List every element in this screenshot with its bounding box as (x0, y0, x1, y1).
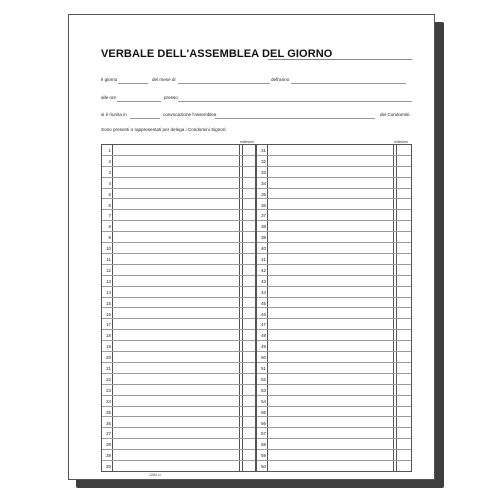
table-row (102, 439, 255, 450)
row-number: 33 (261, 169, 266, 175)
table-row (102, 352, 255, 363)
table-row (257, 450, 411, 461)
table-row (257, 265, 411, 276)
row-number: 55 (261, 409, 266, 415)
row-number: 18 (106, 333, 111, 339)
table-row (257, 276, 411, 287)
label-dei-condomini: dei Condomini. (380, 112, 411, 117)
form-code: 1284 ci (149, 473, 161, 477)
attendee-table-left (101, 144, 256, 472)
row-number: 13 (106, 278, 111, 284)
table-row (102, 254, 255, 265)
row-number: 45 (261, 300, 266, 306)
row-number: 48 (261, 333, 266, 339)
row-number: 30 (106, 464, 111, 470)
table-row (102, 461, 255, 472)
row-number: 47 (261, 322, 266, 328)
row-number: 46 (261, 311, 266, 317)
row-number: 23 (106, 387, 111, 393)
table-row (102, 167, 255, 178)
label-alle-ore: alle ore (101, 95, 117, 100)
table-row (257, 363, 411, 374)
blank-assemblea (215, 118, 375, 119)
row-number: 2 (108, 158, 111, 164)
blank-mese (178, 83, 270, 84)
table-row (257, 396, 411, 407)
row-number: 60 (261, 464, 266, 470)
table-row (257, 156, 411, 167)
table-row (102, 450, 255, 461)
table-row (102, 319, 255, 330)
row-number: 11 (106, 257, 111, 262)
blank-anno (291, 83, 406, 84)
field-row-date (101, 77, 406, 85)
present-label: Sono presenti o rappresentati per delega i Condomini Signori: (101, 127, 227, 132)
row-number: 39 (261, 235, 266, 241)
table-row (102, 145, 255, 156)
table-row (102, 210, 255, 221)
table-row (102, 243, 255, 254)
row-number: 40 (261, 246, 266, 252)
row-number: 8 (108, 224, 111, 230)
table-row (102, 396, 255, 407)
blank-giorno (118, 83, 148, 84)
row-number: 25 (106, 409, 111, 415)
table-row (257, 189, 411, 200)
table-row (102, 232, 255, 243)
table-row (257, 319, 411, 330)
row-number: 34 (261, 180, 266, 186)
row-number: 27 (106, 431, 111, 437)
left-column-header: millesimi (240, 140, 254, 144)
row-number: 1 (108, 148, 111, 153)
row-number: 14 (106, 289, 111, 295)
table-row (102, 374, 255, 385)
row-number: 26 (106, 420, 111, 426)
row-number: 24 (106, 398, 111, 404)
field-row-meeting (101, 112, 412, 120)
table-row (257, 254, 411, 265)
right-column-header: millesimi (394, 140, 408, 144)
row-number: 3 (108, 169, 111, 175)
row-number: 41 (261, 257, 266, 262)
row-number: 50 (261, 355, 266, 361)
table-row (257, 298, 411, 309)
table-row (102, 407, 255, 418)
table-row (257, 221, 411, 232)
blank-ore (117, 101, 161, 102)
table-row (257, 439, 411, 450)
label-dell-anno: dell'anno (271, 77, 290, 82)
row-number: 42 (261, 267, 266, 273)
table-row (102, 265, 255, 276)
row-number: 10 (106, 246, 111, 252)
row-number: 9 (108, 235, 111, 241)
table-row (102, 418, 255, 429)
table-row (102, 330, 255, 341)
row-number: 19 (106, 344, 111, 350)
table-row (257, 385, 411, 396)
table-row (102, 189, 255, 200)
label-il-giorno: Il giorno (101, 77, 118, 82)
table-row (102, 298, 255, 309)
table-row (102, 276, 255, 287)
row-number: 15 (106, 300, 111, 306)
table-row (102, 363, 255, 374)
row-number: 38 (261, 224, 266, 230)
row-number: 29 (106, 453, 111, 459)
row-number: 16 (106, 311, 111, 317)
table-row (102, 385, 255, 396)
table-row (257, 287, 411, 298)
label-si-e-riunita-in: si è riunita in (101, 112, 127, 117)
table-row (102, 221, 255, 232)
row-number: 20 (106, 355, 111, 361)
table-row (102, 309, 255, 320)
row-number: 57 (261, 431, 266, 437)
field-row-time (101, 95, 412, 103)
table-row (257, 200, 411, 211)
table-row (257, 428, 411, 439)
label-presso: presso (164, 95, 178, 100)
table-row (257, 178, 411, 189)
row-number: 35 (261, 191, 266, 197)
form-sheet (68, 14, 435, 480)
row-number: 31 (261, 148, 266, 153)
row-number: 44 (261, 289, 266, 295)
table-row (257, 232, 411, 243)
table-row (257, 243, 411, 254)
row-number: 5 (108, 191, 111, 197)
row-number: 17 (106, 322, 111, 328)
row-number: 36 (261, 202, 266, 208)
row-number: 7 (108, 213, 111, 219)
row-number: 53 (261, 387, 266, 393)
row-number: 51 (261, 366, 266, 371)
table-row (257, 407, 411, 418)
row-number: 43 (261, 278, 266, 284)
table-row (257, 418, 411, 429)
table-row (257, 167, 411, 178)
table-row (257, 374, 411, 385)
table-row (102, 200, 255, 211)
row-number: 4 (108, 180, 111, 186)
table-row (257, 352, 411, 363)
table-row (257, 145, 411, 156)
row-number: 49 (261, 344, 266, 350)
form-title: VERBALE DELL'ASSEMBLEA DEL GIORNO (101, 48, 333, 60)
table-row (102, 341, 255, 352)
label-del-mese-di: del mese di (152, 77, 176, 82)
row-number: 54 (261, 398, 266, 404)
table-row (257, 309, 411, 320)
table-row (257, 330, 411, 341)
table-row (102, 287, 255, 298)
table-row (257, 341, 411, 352)
row-number: 58 (261, 442, 266, 448)
blank-convocazione (130, 118, 160, 119)
row-number: 21 (106, 366, 111, 371)
table-row (102, 178, 255, 189)
row-number: 56 (261, 420, 266, 426)
table-row (257, 210, 411, 221)
row-number: 37 (261, 213, 266, 219)
table-row (102, 428, 255, 439)
row-number: 32 (261, 158, 266, 164)
row-number: 12 (106, 267, 111, 273)
label-convocazione: convocazione l'assemblea (163, 112, 217, 117)
row-number: 28 (106, 442, 111, 448)
table-row (102, 156, 255, 167)
row-number: 22 (106, 376, 111, 382)
blank-presso (178, 101, 412, 102)
attendee-table-right (256, 144, 412, 472)
title-blank-line (268, 59, 412, 60)
row-number: 52 (261, 376, 266, 382)
row-number: 59 (261, 453, 266, 459)
row-number: 6 (108, 202, 111, 208)
table-row (257, 461, 411, 472)
